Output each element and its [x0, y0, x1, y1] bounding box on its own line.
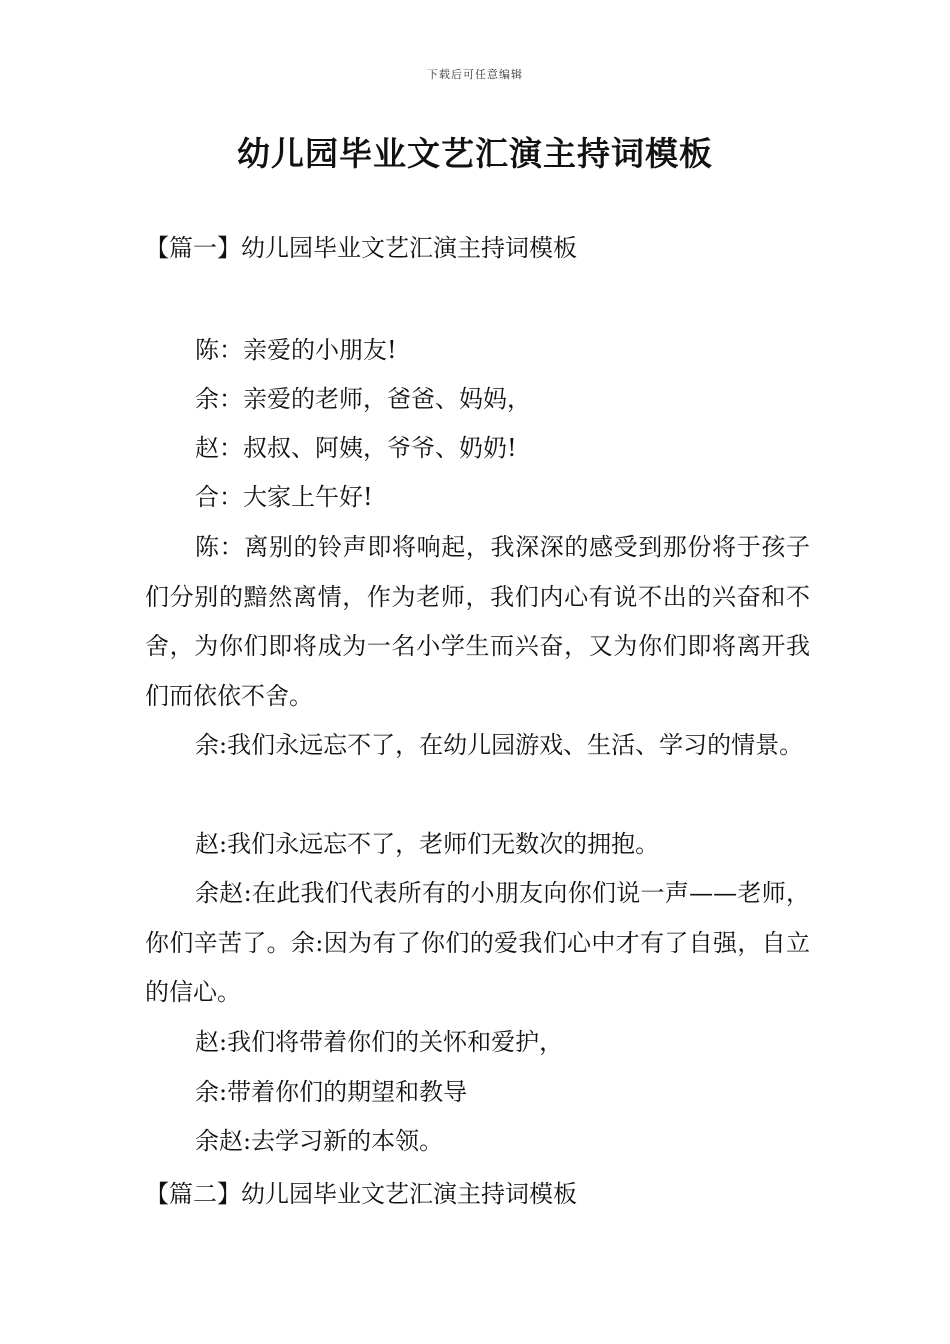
paragraph: 赵:我们将带着你们的关怀和爱护，	[195, 1028, 564, 1056]
header-note: 下载后可任意编辑	[427, 68, 523, 81]
paragraph: 余:带着你们的期望和教导	[195, 1078, 468, 1106]
paragraph: 合：大家上午好!	[195, 483, 373, 511]
paragraph: 陈：离别的铃声即将响起，我深深的感受到那份将于孩子们分别的黯然离情，作为老师，我们内心有说不出的兴奋和不舍，为你们即将成为一名小学生而兴奋，又为你们即将离开我们而依依不舍。	[145, 533, 810, 710]
section-heading-2: 【篇二】幼儿园毕业文艺汇演主持词模板	[145, 1180, 577, 1208]
section-heading-1: 【篇一】幼儿园毕业文艺汇演主持词模板	[145, 234, 577, 262]
paragraph: 赵：叔叔、阿姨，爷爷、奶奶!	[195, 434, 517, 462]
document-title: 幼儿园毕业文艺汇演主持词模板	[237, 134, 713, 173]
paragraph: 余:我们永远忘不了，在幼儿园游戏、生活、学习的情景。	[195, 731, 804, 759]
paragraph: 余：亲爱的老师，爸爸、妈妈，	[195, 385, 531, 413]
paragraph: 余赵:去学习新的本领。	[195, 1127, 444, 1155]
paragraph: 陈：亲爱的小朋友!	[195, 336, 397, 364]
paragraph: 余赵:在此我们代表所有的小朋友向你们说一声——老师，你们辛苦了。余:因为有了你们的爱我们心中才有了自强，自立的信心。	[145, 879, 810, 1006]
paragraph: 赵:我们永远忘不了，老师们无数次的拥抱。	[195, 830, 660, 858]
